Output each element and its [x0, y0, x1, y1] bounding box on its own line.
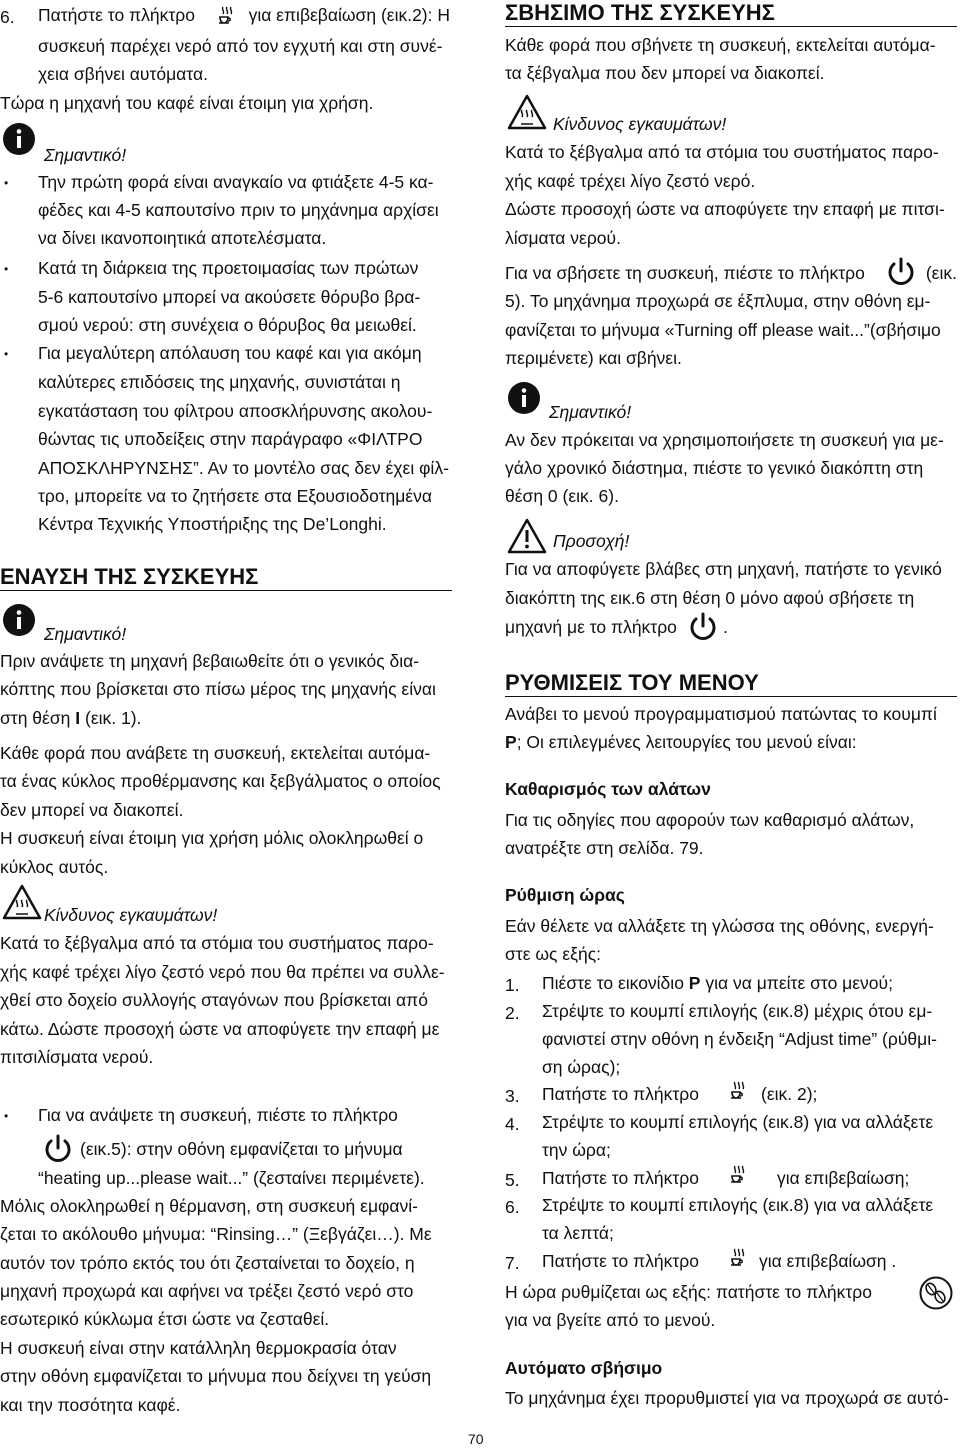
step-line: Πατήστε το πλήκτρο — [542, 1251, 699, 1271]
subheading-set-time: Ρύθμιση ώρας — [505, 885, 625, 905]
step-number: 3. — [505, 1086, 520, 1106]
page-number: 70 — [468, 1431, 484, 1447]
step-line: Πατήστε το πλήκτρο — [542, 1168, 699, 1188]
info-icon — [2, 603, 36, 637]
step-line: φανιστεί στην οθόνη η ένδειξη “Adjust time” (ρύθμι- — [542, 1029, 937, 1049]
paragraph-line: Μόλις ολοκληρωθεί η θέρμανση, στη συσκευή εμφανί- — [0, 1196, 418, 1216]
switch-position: I — [75, 708, 81, 728]
step-number: 2. — [505, 1003, 520, 1023]
paragraph-line: διακόπτη της εικ.6 στη θέση 0 μόνο αφού σβήσετε τη — [505, 588, 915, 608]
paragraph-line: Αν δεν πρόκειται να χρησιμοποιήσετε τη συσκευή για με- — [505, 430, 944, 450]
steam-coffee-icon — [216, 5, 238, 25]
paragraph-line: Για να αποφύγετε βλάβες στη μηχανή, πατήστε το γενικό — [505, 559, 942, 579]
paragraph-line: στην οθόνη εμφανίζεται το μήνυμα που δείχνει τη γεύση — [0, 1366, 432, 1386]
step-line: ση ώρας); — [542, 1057, 621, 1077]
paragraph-line: Πριν ανάψετε τη μηχανή βεβαιωθείτε ότι ο γενικός δια- — [0, 651, 420, 671]
hot-surface-warning-icon — [2, 884, 42, 920]
step-number: 7. — [505, 1253, 520, 1273]
paragraph-line: Κατά το ξέβγαλμα από τα στόμια του συστήματος παρο- — [505, 142, 939, 162]
paragraph-line: λίσματα νερού. — [505, 228, 621, 248]
paragraph-line: περιμένετε) και σβήνει. — [505, 348, 682, 368]
steam-coffee-icon — [728, 1080, 750, 1100]
bullet: • — [4, 347, 9, 361]
p-button-label: P — [688, 973, 701, 993]
important-label: Σημαντικό! — [549, 402, 632, 422]
paragraph-line: 5). Το μηχάνημα προχωρά σε έξπλυμα, στην οθόνη εμ- — [505, 291, 931, 311]
bullet-1-line: Την πρώτη φορά είναι αναγκαίο να φτιάξετε 4-5 κα- — [38, 172, 434, 192]
bullet-3-line: τρο, μπορείτε να το ζητήσετε στα Εξουσιοδοτημένα — [38, 486, 432, 506]
paragraph-line: μηχανή με το πλήκτρο — [505, 617, 677, 637]
bullet-3-line: καλύτερες επιδόσεις της μηχανής, συνιστάται η — [38, 372, 401, 392]
bullet-3-line: Για μεγαλύτερη απόλαυση του καφέ και για ακόμη — [38, 343, 422, 363]
text: για επιβεβαίωση; — [777, 1168, 910, 1188]
step-6-line-2: συσκευή παρέχει νερό από τον εγχυτή και στη συνέ- — [38, 36, 443, 56]
step-number: 6. — [505, 1197, 520, 1217]
paragraph-line: Κατά το ξέβγαλμα από τα στόμια του συστήματος παρο- — [0, 933, 434, 953]
coffee-beans-icon — [919, 1276, 953, 1310]
bullet-3-line: εγκατάσταση του φίλτρου αποσκλήρυνσης ακολου- — [38, 401, 433, 421]
paragraph-line: Η ώρα ρυθμίζεται ως εξής: πατήστε το πλήκτρο — [505, 1282, 872, 1302]
step-line: Στρέψτε το κουμπί επιλογής (εικ.8) μέχρις ότου εμ- — [542, 1001, 933, 1021]
bullet: • — [4, 176, 9, 190]
paragraph-line: χής καφέ τρέχει λίγο ζεστό νερό. — [505, 171, 756, 191]
text: (εικ. — [925, 263, 957, 283]
paragraph-line: κάτω. Δώστε προσοχή ώστε να αποφύγετε την επαφή με — [0, 1019, 440, 1039]
bullet-2-line: σμού νερού: στη συνέχεια ο θόρυβος θα μειωθεί. — [38, 315, 417, 335]
step-line: Στρέψτε το κουμπί επιλογής (εικ.8) για να αλλάξετε — [542, 1112, 934, 1132]
paragraph-line: Ανάβει το μενού προγραμματισμού πατώντας το κουμπί — [505, 704, 937, 724]
paragraph-line: ανατρέξτε στη σελίδα. 79. — [505, 838, 704, 858]
paragraph-line: τα ένας κύκλος προθέρμανσης και ξεβγάλματος ο οποίος — [0, 771, 441, 791]
power-button-icon — [687, 611, 719, 643]
paragraph-line: και την ποσότητα καφέ. — [0, 1395, 181, 1415]
bullet-2-line: Κατά τη διάρκεια της προετοιμασίας των πρώτων — [38, 258, 419, 278]
step-line: την ώρα; — [542, 1140, 611, 1160]
bullet-4-line: “heating up...please wait...” (ζεσταίνει περιμένετε). — [38, 1168, 425, 1188]
step-6-line-1 — [38, 7, 450, 25]
bullet: • — [4, 262, 9, 276]
bullet-4-line: (εικ.5): στην οθόνη εμφανίζεται το μήνυμα — [80, 1139, 403, 1159]
bullet-1-line: φέδες και 4-5 καπουτσίνο πριν το μηχάνημα αρχίσει — [38, 200, 439, 220]
text: (εικ. 2); — [761, 1084, 818, 1104]
paragraph-line: για να βγείτε από το μενού. — [505, 1310, 716, 1330]
burn-warning-label: Κίνδυνος εγκαυμάτων! — [553, 114, 727, 134]
paragraph-line: θέση 0 (εικ. 6). — [505, 486, 619, 506]
paragraph-line: Κάθε φορά που σβήνετε τη συσκευή, εκτελείται αυτόμα- — [505, 35, 936, 55]
text: ; Οι επιλεγμένες λειτουργίες του μενού είναι: — [516, 732, 857, 752]
paragraph-line: χθεί στο δοχείο συλλογής σταγόνων που βρίσκεται από — [0, 990, 428, 1010]
paragraph-line: Κάθε φορά που ανάβετε τη συσκευή, εκτελείται αυτόμα- — [0, 743, 431, 763]
paragraph-line: πιτσιλίσματα νερού. — [0, 1047, 154, 1067]
text: για επιβεβαίωση (εικ.2): Η — [248, 5, 450, 25]
subheading-descaling: Καθαρισμός των αλάτων — [505, 779, 711, 799]
bullet-3-line: Κέντρα Τεχνικής Υποστήριξης της De’Longhi. — [38, 514, 387, 534]
text: (εικ. 1). — [80, 708, 142, 728]
paragraph-line: κόπτης που βρίσκεται στο πίσω μέρος της μηχανής είναι — [0, 679, 436, 699]
bullet-2-line: 5-6 καπουτσίνο μπορεί να ακούσετε θόρυβο βρα- — [38, 287, 421, 307]
power-button-icon — [42, 1133, 74, 1165]
important-label: Σημαντικό! — [44, 145, 127, 165]
bullet-3-line: θώντας τις υποδείξεις στην παράγραφο «ΦΙΛΤΡΟ — [38, 429, 423, 449]
paragraph-line: Η συσκευή είναι στην κατάλληλη θερμοκρασία όταν — [0, 1338, 397, 1358]
paragraph-line: Το μηχάνημα έχει προρυθμιστεί για να προχωρά σε αυτό- — [505, 1388, 949, 1408]
text: . — [723, 617, 728, 637]
step-number: 4. — [505, 1114, 520, 1134]
section-heading-menu-settings: ΡΥΘΜΙΣΕΙΣ ΤΟΥ ΜΕΝΟΥ — [505, 672, 957, 697]
section-heading-power-off: ΣΒΗΣΙΜΟ ΤΗΣ ΣΥΣΚΕΥΗΣ — [505, 2, 957, 27]
paragraph-line: χής καφέ τρέχει λίγο ζεστό νερό που θα πρέπει να συλλε- — [0, 962, 445, 982]
paragraph-line: τα ξέβγαλμα που δεν μπορεί να διακοπεί. — [505, 63, 825, 83]
caution-warning-icon — [507, 518, 547, 554]
p-button-label: P — [505, 732, 517, 752]
paragraph-line: κύκλος αυτός. — [0, 857, 109, 877]
step-number: 6. — [0, 7, 15, 27]
info-icon — [2, 122, 36, 156]
paragraph-line: Εάν θέλετε να αλλάξετε τη γλώσσα της οθόνης, ενεργή- — [505, 916, 934, 936]
caution-label: Προσοχή! — [553, 531, 630, 551]
paragraph-line: στε ως εξής: — [505, 944, 602, 964]
text: Για να σβήσετε τη συσκευή, πιέστε το πλήκτρο — [505, 263, 865, 283]
hot-surface-warning-icon — [507, 94, 547, 130]
text: Πιέστε το εικονίδιο — [542, 973, 689, 993]
bullet-3-line: ΑΠΟΣΚΛΗΡΥΝΣΗΣ”. Αν το μοντέλο σας δεν έχει φίλ- — [38, 458, 449, 478]
bullet-4-line: Για να ανάψετε τη συσκευή, πιέστε το πλήκτρο — [38, 1105, 398, 1125]
text: για επιβεβαίωση . — [759, 1251, 897, 1271]
paragraph-line: ζεται το ακόλουθο μήνυμα: “Rinsing…” (Ξεβγάζει…). Με — [0, 1224, 432, 1244]
paragraph-line: μηχανή προχωρά και αφήνει να τρέξει ζεστό νερό στο — [0, 1281, 414, 1301]
ready-line: Τώρα η μηχανή του καφέ είναι έτοιμη για χρήση. — [0, 93, 374, 113]
paragraph-line: δεν μπορεί να διακοπεί. — [0, 800, 184, 820]
step-number: 1. — [505, 975, 520, 995]
info-icon — [507, 381, 541, 415]
burn-warning-label: Κίνδυνος εγκαυμάτων! — [44, 905, 218, 925]
step-6-line-3: χεια σβήνει αυτόματα. — [38, 64, 208, 84]
paragraph-line: Η συσκευή είναι έτοιμη για χρήση μόλις ολοκληρωθεί ο — [0, 828, 424, 848]
step-line: Πατήστε το πλήκτρο — [542, 1084, 699, 1104]
paragraph-line — [0, 710, 141, 728]
power-button-icon — [885, 256, 917, 288]
paragraph-line: εσωτερικό κύκλωμα έτσι ώστε να ζεσταθεί. — [0, 1309, 330, 1329]
paragraph-line: Δώστε προσοχή ώστε να αποφύγετε την επαφή με πιτσι- — [505, 199, 945, 219]
step-number: 5. — [505, 1170, 520, 1190]
bullet: • — [4, 1109, 9, 1123]
text: Πατήστε το πλήκτρο — [38, 5, 195, 25]
step-line: τα λεπτά; — [542, 1223, 614, 1243]
text: στη θέση — [0, 708, 76, 728]
paragraph-line: γάλο χρονικό διάστημα, πιέστε το γενικό διακόπτη στη — [505, 458, 924, 478]
step-line — [542, 975, 893, 993]
steam-coffee-icon — [728, 1247, 750, 1267]
paragraph-line: φανίζεται το μήνυμα «Turning off please wait...”(σβήσιμο — [505, 320, 941, 340]
step-line: Στρέψτε το κουμπί επιλογής (εικ.8) για να αλλάξετε — [542, 1195, 934, 1215]
section-heading-power-on: ΕΝΑΥΣΗ ΤΗΣ ΣΥΣΚΕΥΗΣ — [0, 566, 452, 591]
text: για να μπείτε στο μενού; — [700, 973, 893, 993]
important-label: Σημαντικό! — [44, 624, 127, 644]
steam-coffee-icon — [728, 1164, 750, 1184]
subheading-auto-off: Αυτόματο σβήσιμο — [505, 1358, 663, 1378]
paragraph-line — [505, 734, 857, 752]
paragraph-line: αυτόν τον τρόπο εκτός του ότι ζεσταίνεται το δοχείο, η — [0, 1253, 415, 1273]
paragraph-line: Για τις οδηγίες που αφορούν των καθαρισμό αλάτων, — [505, 810, 915, 830]
bullet-1-line: να δίνει ικανοποιητικά αποτελέσματα. — [38, 228, 327, 248]
